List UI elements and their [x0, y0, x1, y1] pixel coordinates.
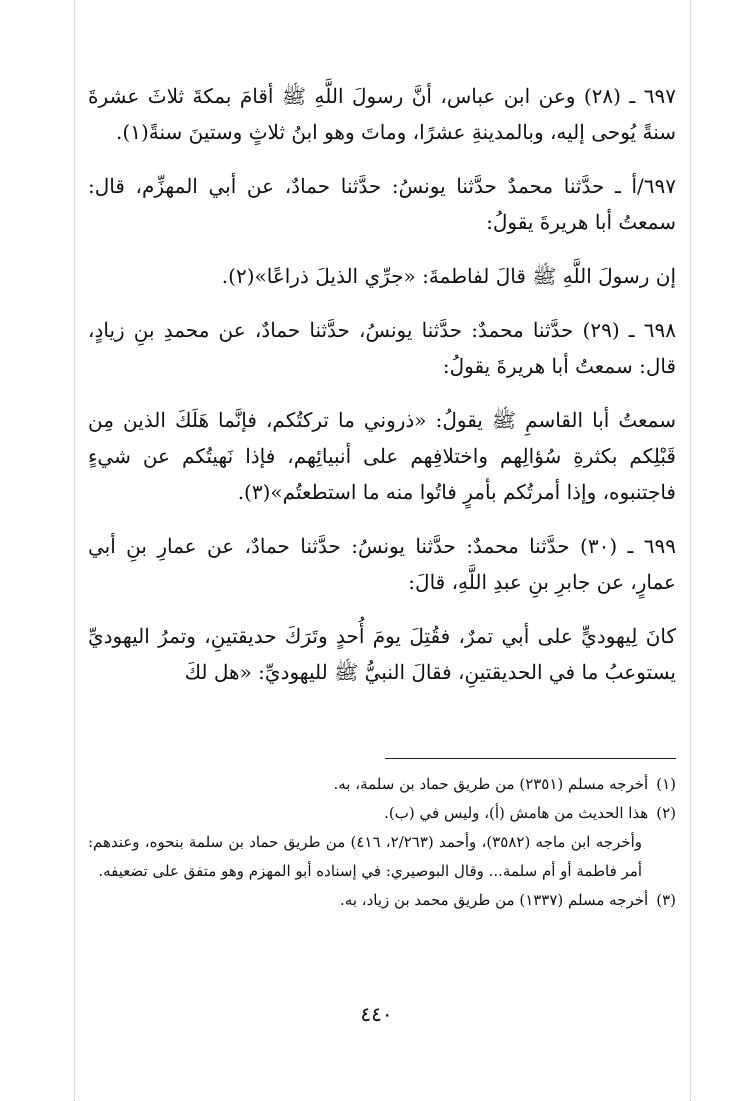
hadith-699-matn: كانَ لِيهوديٍّ على أبي تمرٌ، فقُتِلَ يومَ أُحدٍ وتَرَكَ حديقتينِ، وتمرُ اليهوديِّ يستوعبُ ما في الحديقتينِ، فقالَ النبيُّ ﷺ لليهوديِّ: «هل لكَ	[88, 624, 676, 684]
footnote-number: (١)	[656, 775, 676, 793]
footnote-1	[88, 770, 676, 799]
footnote-2	[88, 799, 676, 828]
footnote-text: أخرجه مسلم (١٣٣٧) من طريق محمد بن زياد، به.	[340, 891, 649, 909]
page-edge-left	[74, 0, 75, 1101]
footnote-number: (٢)	[656, 804, 676, 822]
page-edge-right	[690, 0, 691, 1101]
hadith-697: ٦٩٧ ـ (٢٨) وعن ابن عباس، أنَّ رسولَ اللَّهِ ﷺ أقامَ بمكةَ ثلاثَ عشرةَ سنةً يُوحى إليه، وبالمدينةِ عشرًا، وماتَ وهو ابنُ ثلاثٍ وستينَ سنةً(١).	[88, 84, 676, 144]
page-number: ٤٤٠	[360, 1002, 393, 1026]
footnotes	[88, 770, 676, 915]
footnote-text: أخرجه مسلم (٢٣٥١) من طريق حماد بن سلمة، به.	[333, 775, 649, 793]
hadith-697a-matn: إن رسولَ اللَّهِ ﷺ قالَ لفاطمةَ: «جرِّي الذيلَ ذراعًا»(٢).	[221, 264, 676, 288]
footnote-3	[88, 886, 676, 915]
main-text	[88, 78, 676, 708]
hadith-698-isnad: ٦٩٨ ـ (٢٩) حدَّثنا محمدٌ: حدَّثنا يونسُ، حدَّثنا حمادٌ، عن محمدِ بنِ زيادٍ، قال: سمعتُ أبا هريرةَ يقولُ:	[88, 318, 676, 378]
footnote-separator	[385, 758, 676, 759]
hadith-699-isnad: ٦٩٩ ـ (٣٠) حدَّثنا محمدٌ: حدَّثنا يونسُ: حدَّثنا حمادٌ، عن عمارِ بنِ أبي عمارٍ، عن جابرِ بنِ عبدِ اللَّهِ، قالَ:	[88, 534, 676, 594]
footnote-2-continued: وأخرجه ابن ماجه (٣٥٨٢)، وأحمد (٢/٢٦٣، ٤١٦) من طريق حماد بن سلمة بنحوه، وعندهم: أمر فاطمة أو أم سلمة... وقال البوصيري: في إسناده أبو المهزم وهو متفق على تضعيفه.	[88, 833, 642, 880]
hadith-698-matn: سمعتُ أبا القاسمِ ﷺ يقولُ: «ذروني ما تركتُكم، فإنَّما هَلَكَ الذين مِن قَبْلِكم بكثرةِ سُؤالِهم واختلافِهم على أنبيائِهم، فإذا نَهيتُكم عن شيءٍ فاجتنبوه، وإذا أمرتُكم بأمرٍ فاتُوا منه ما استطعتُم»(٣).	[88, 408, 676, 504]
footnote-text: هذا الحديث من هامش (أ)، وليس في (ب).	[384, 804, 649, 822]
footnote-number: (٣)	[656, 891, 676, 909]
hadith-697a-isnad: ٦٩٧/أ ـ حدَّثنا محمدٌ حدَّثنا يونسُ: حدَّثنا حمادٌ، عن أبي المهزِّم، قال: سمعتُ أبا هريرةَ يقولُ:	[88, 174, 676, 234]
